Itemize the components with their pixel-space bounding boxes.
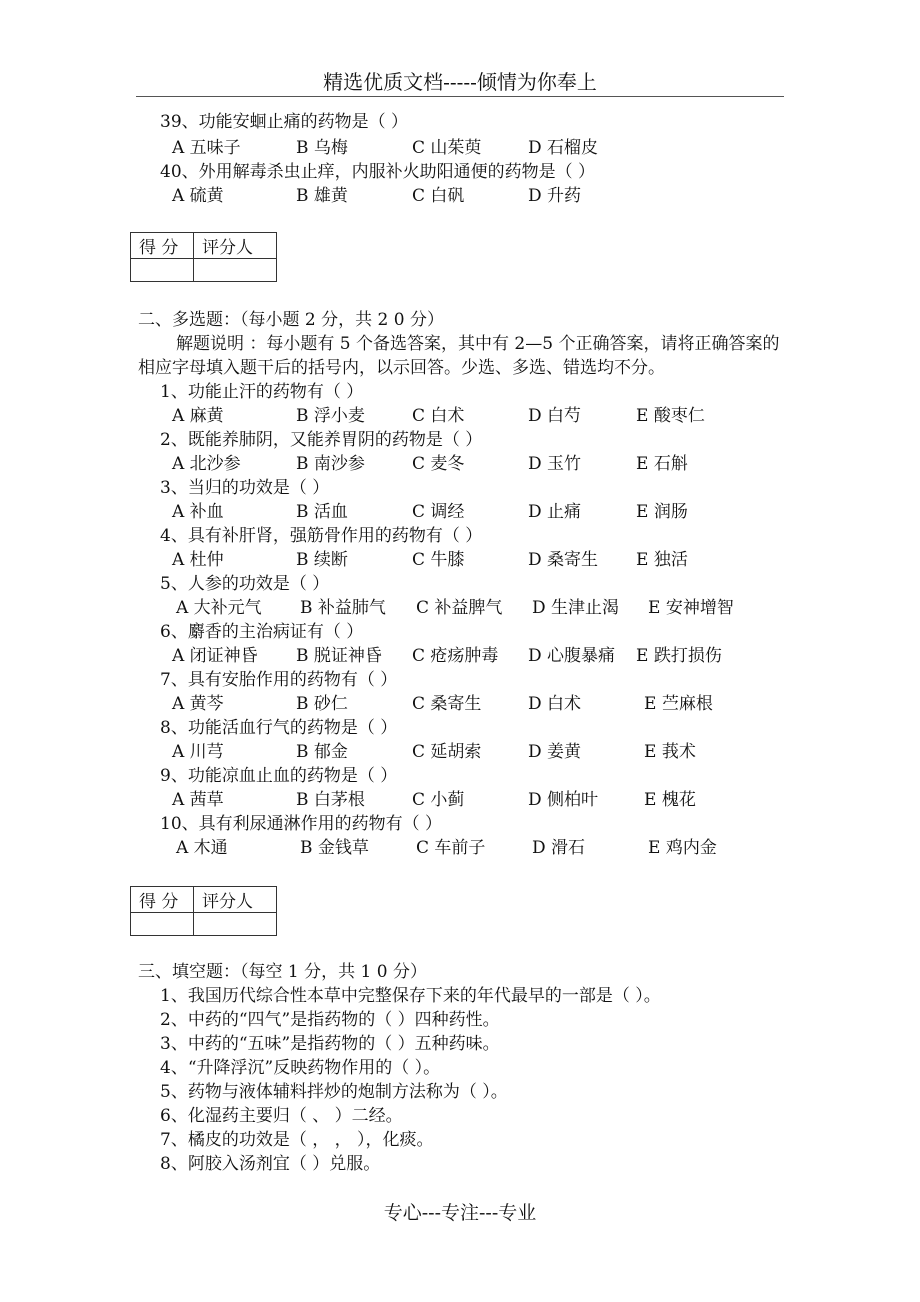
option: B 脱证神昏 xyxy=(296,646,382,666)
option: C 疮疡肿毒 xyxy=(412,646,499,666)
fill-question: 7、橘皮的功效是（ ， ， ），化痰。 xyxy=(160,1130,434,1150)
option: B 浮小麦 xyxy=(296,406,365,426)
option: B 金钱草 xyxy=(300,838,369,858)
option: E 润肠 xyxy=(636,502,688,522)
section-2-desc-line1: 解题说明 ：每小题有 5 个备选答案，其中有 2—5 个正确答案，请将正确答案的 xyxy=(176,334,780,354)
option: A 麻黄 xyxy=(172,406,224,426)
option: B 砂仁 xyxy=(296,694,348,714)
grader-cell xyxy=(194,913,277,936)
option: B 郁金 xyxy=(296,742,348,762)
fill-question: 1、我国历代综合性本草中完整保存下来的年代最早的一部是（ ）。 xyxy=(160,986,661,1006)
score-label: 得 分 xyxy=(131,887,194,913)
question: 2、既能养肺阴，又能养胃阴的药物是（ ） xyxy=(160,430,483,450)
question: 1、功能止汗的药物有（ ） xyxy=(160,382,364,402)
option: D 玉竹 xyxy=(528,454,582,474)
option: C 桑寄生 xyxy=(412,694,482,714)
option: D 石榴皮 xyxy=(528,138,599,158)
question: 10、具有利尿通淋作用的药物有（ ） xyxy=(160,814,443,834)
option: D 升药 xyxy=(528,186,582,206)
option: C 牛膝 xyxy=(412,550,465,570)
option: D 白术 xyxy=(528,694,582,714)
question: 9、功能凉血止血的药物是（ ） xyxy=(160,766,398,786)
option: A 黄芩 xyxy=(172,694,224,714)
fill-question: 5、药物与液体辅料拌炒的炮制方法称为（ ）。 xyxy=(160,1082,508,1102)
option: B 续断 xyxy=(296,550,348,570)
option: C 白矾 xyxy=(412,186,465,206)
option: E 槐花 xyxy=(644,790,696,810)
header-rule xyxy=(136,96,784,97)
option: D 心腹暴痛 xyxy=(528,646,616,666)
score-label: 得 分 xyxy=(131,233,194,259)
option: A 补血 xyxy=(172,502,224,522)
question-40: 40、外用解毒杀虫止痒，内服补火助阳通便的药物是（ ） xyxy=(160,162,596,182)
option: E 酸枣仁 xyxy=(636,406,705,426)
option: B 活血 xyxy=(296,502,348,522)
option: E 独活 xyxy=(636,550,688,570)
fill-question: 4、“升降浮沉”反映药物作用的（ ）。 xyxy=(160,1058,441,1078)
option: B 白茅根 xyxy=(296,790,365,810)
option: E 安神增智 xyxy=(648,598,734,618)
question: 6、麝香的主治病证有（ ） xyxy=(160,622,364,642)
option: C 白术 xyxy=(412,406,465,426)
section-2-desc-line2: 相应字母填入题干后的括号内，以示回答。少选、多选、错选均不分。 xyxy=(138,358,665,378)
option: C 补益脾气 xyxy=(416,598,503,618)
option: D 止痛 xyxy=(528,502,582,522)
fill-question: 6、化湿药主要归（ 、 ）二经。 xyxy=(160,1106,403,1126)
section-2-title: 二、多选题：（每小题 2 分，共 2 0 分） xyxy=(138,310,444,330)
option: E 石斛 xyxy=(636,454,688,474)
question-39: 39、功能安蛔止痛的药物是（ ） xyxy=(160,112,409,132)
option: D 生津止渴 xyxy=(532,598,620,618)
option: E 跌打损伤 xyxy=(636,646,722,666)
option: A 五味子 xyxy=(172,138,241,158)
option: A 杜仲 xyxy=(172,550,224,570)
grader-label: 评分人 xyxy=(194,887,277,913)
option: A 硫黄 xyxy=(172,186,224,206)
fill-question: 3、中药的“五味”是指药物的（ ）五种药味。 xyxy=(160,1034,500,1054)
option: D 姜黄 xyxy=(528,742,582,762)
question: 8、功能活血行气的药物是（ ） xyxy=(160,718,398,738)
page-header: 精选优质文档-----倾情为你奉上 xyxy=(323,70,597,94)
option: B 南沙参 xyxy=(296,454,365,474)
option: A 川芎 xyxy=(172,742,224,762)
score-cell xyxy=(131,913,194,936)
option: D 侧柏叶 xyxy=(528,790,599,810)
option: E 莪术 xyxy=(644,742,696,762)
section-3-title: 三、填空题：（每空 1 分，共 1 0 分） xyxy=(138,962,427,982)
grader-cell xyxy=(194,259,277,282)
option: D 白芍 xyxy=(528,406,582,426)
option: C 延胡索 xyxy=(412,742,482,762)
option: C 山茱萸 xyxy=(412,138,482,158)
option: C 调经 xyxy=(412,502,465,522)
option: A 北沙参 xyxy=(172,454,241,474)
option: C 车前子 xyxy=(416,838,486,858)
page-footer: 专心---专注---专业 xyxy=(383,1202,537,1224)
question: 3、当归的功效是（ ） xyxy=(160,478,330,498)
score-table xyxy=(130,232,277,282)
option: D 滑石 xyxy=(532,838,586,858)
option: C 小蓟 xyxy=(412,790,465,810)
fill-question: 8、阿胶入汤剂宜（ ）兑服。 xyxy=(160,1154,381,1174)
option: D 桑寄生 xyxy=(528,550,599,570)
fill-question: 2、中药的“四气”是指药物的（ ）四种药性。 xyxy=(160,1010,500,1030)
question: 5、人参的功效是（ ） xyxy=(160,574,330,594)
option: B 乌梅 xyxy=(296,138,348,158)
score-table xyxy=(130,886,277,936)
question: 4、具有补肝肾，强筋骨作用的药物有（ ） xyxy=(160,526,483,546)
option: E 鸡内金 xyxy=(648,838,717,858)
option: A 大补元气 xyxy=(176,598,262,618)
grader-label: 评分人 xyxy=(194,233,277,259)
option: A 闭证神昏 xyxy=(172,646,258,666)
option: A 茜草 xyxy=(172,790,224,810)
option: C 麦冬 xyxy=(412,454,465,474)
option: B 补益肺气 xyxy=(300,598,386,618)
option: E 苎麻根 xyxy=(644,694,713,714)
question: 7、具有安胎作用的药物有（ ） xyxy=(160,670,398,690)
score-cell xyxy=(131,259,194,282)
option: A 木通 xyxy=(176,838,228,858)
option: B 雄黄 xyxy=(296,186,348,206)
